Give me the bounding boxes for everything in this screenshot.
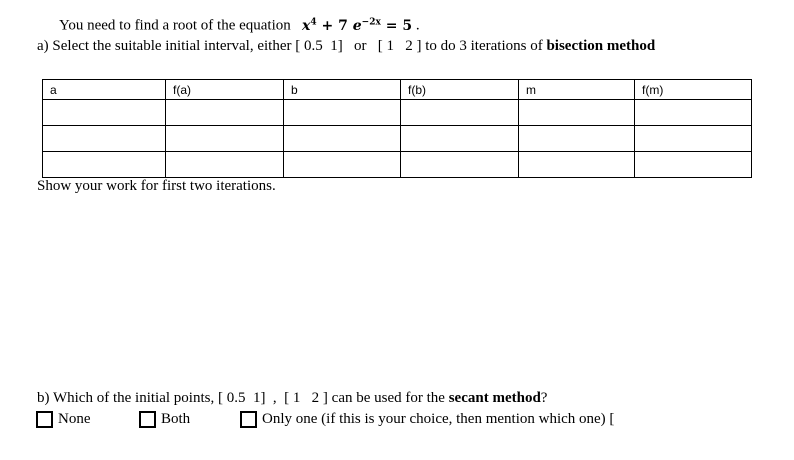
table-cell[interactable] bbox=[166, 152, 284, 178]
checkbox-none[interactable] bbox=[36, 411, 53, 428]
problem-statement bbox=[59, 17, 420, 35]
eq-exp4: 4 bbox=[310, 17, 317, 27]
option-only-one[interactable] bbox=[240, 411, 614, 428]
header-a: a bbox=[43, 80, 166, 100]
eq-exp: −2x bbox=[361, 17, 381, 27]
table-row bbox=[43, 152, 752, 178]
header-b: b bbox=[284, 80, 401, 100]
table-cell[interactable] bbox=[284, 152, 401, 178]
table-cell[interactable] bbox=[519, 152, 635, 178]
table-cell[interactable] bbox=[401, 152, 519, 178]
header-m: m bbox=[519, 80, 635, 100]
checkbox-both[interactable] bbox=[139, 411, 156, 428]
option-none[interactable] bbox=[36, 411, 91, 428]
part-b-suffix: ? bbox=[540, 390, 548, 406]
option-both-label: Both bbox=[161, 411, 191, 427]
option-none-label: None bbox=[58, 411, 91, 427]
checkbox-only-one[interactable] bbox=[240, 411, 257, 428]
bisection-table bbox=[42, 79, 752, 178]
eq-rhs: = 5 bbox=[380, 17, 413, 34]
header-fa: f(a) bbox=[166, 80, 284, 100]
table-cell[interactable] bbox=[519, 100, 635, 126]
eq-plus: + 7 bbox=[316, 17, 353, 34]
table-cell[interactable] bbox=[401, 100, 519, 126]
table-cell[interactable] bbox=[43, 100, 166, 126]
table-cell[interactable] bbox=[43, 152, 166, 178]
table-cell[interactable] bbox=[166, 100, 284, 126]
table-cell[interactable] bbox=[635, 152, 752, 178]
table-cell[interactable] bbox=[284, 126, 401, 152]
table-cell[interactable] bbox=[635, 126, 752, 152]
eq-e: e bbox=[352, 17, 362, 34]
option-both[interactable] bbox=[139, 411, 190, 428]
header-fm: f(m) bbox=[635, 80, 752, 100]
table-cell[interactable] bbox=[635, 100, 752, 126]
table-row bbox=[43, 126, 752, 152]
equation bbox=[302, 18, 412, 34]
table-header-row bbox=[43, 80, 752, 100]
show-work-instruction: Show your work for first two iterations. bbox=[37, 178, 276, 194]
part-a-question bbox=[37, 38, 655, 55]
table-cell[interactable] bbox=[43, 126, 166, 152]
part-b-question bbox=[37, 390, 547, 407]
table-cell[interactable] bbox=[519, 126, 635, 152]
bisection-method-label: bisection method bbox=[546, 38, 656, 54]
table-cell[interactable] bbox=[166, 126, 284, 152]
part-b-prefix: b) Which of the initial points, [ 0.5 1] , [ 1 2 ] can be used for the bbox=[37, 390, 449, 406]
option-only-one-label: Only one (if this is your choice, then mention which one) [ bbox=[262, 411, 615, 427]
table-cell[interactable] bbox=[284, 100, 401, 126]
table-row bbox=[43, 100, 752, 126]
intro-end: . bbox=[412, 17, 420, 34]
intro-text: You need to find a root of the equation bbox=[59, 17, 291, 34]
secant-method-label: secant method bbox=[448, 390, 541, 406]
table-cell[interactable] bbox=[401, 126, 519, 152]
eq-x: x bbox=[302, 17, 311, 34]
header-fb: f(b) bbox=[401, 80, 519, 100]
part-a-prefix: a) Select the suitable initial interval, either [ 0.5 1] or [ 1 2 ] to do 3 iterations of bbox=[37, 38, 547, 54]
